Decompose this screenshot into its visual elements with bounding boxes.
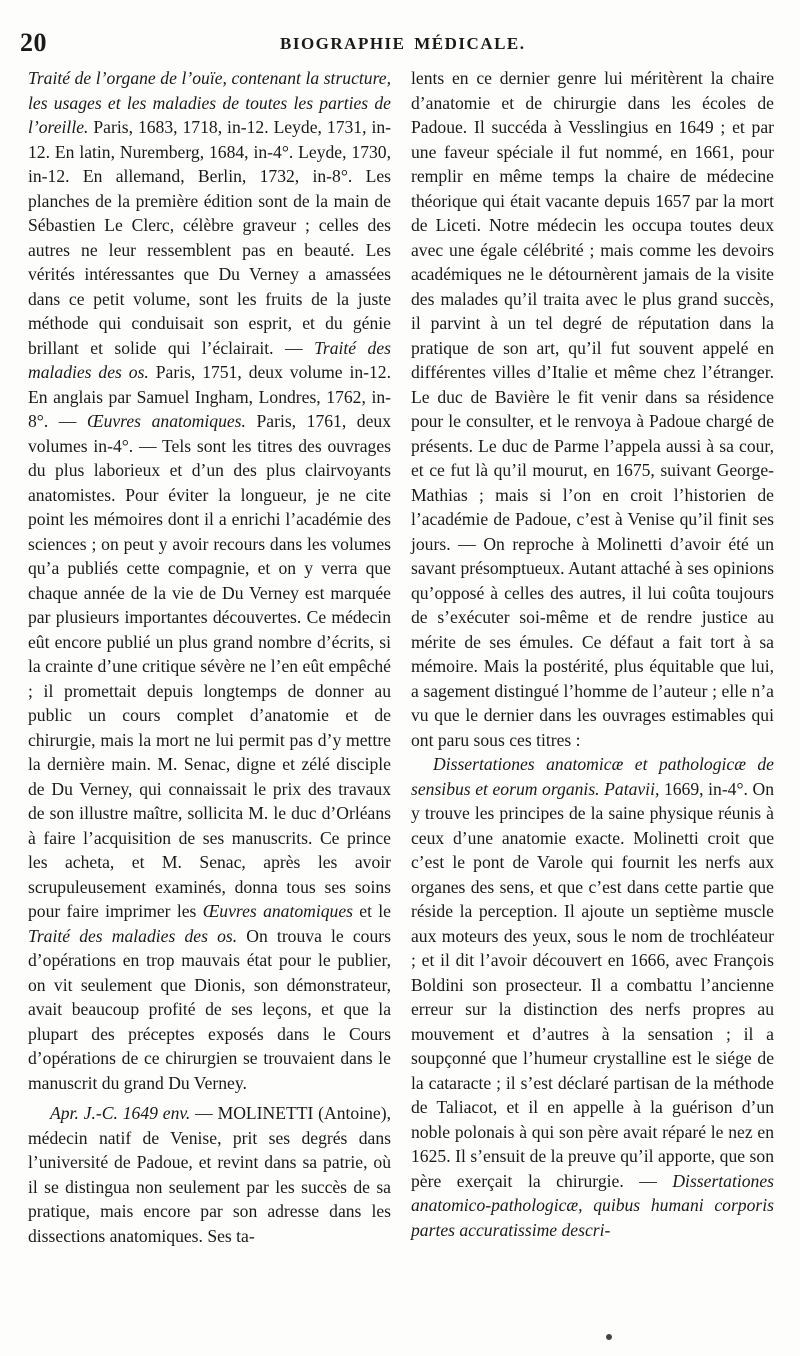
paragraph-text: lents en ce dernier genre lui méritèrent la chaire d’anatomie et de chirurgie dans les écoles de Padoue. Il succéda à Vesslingius en 1649 ; et par une faveur spéciale il fut nommé, en 1661, pour remplir en même temps la chaire de médecine théorique qui était vacante depuis 1657 par la mort de Liceti. Notre médecin les occupa toutes deux avec une égale célébrité ; mais comme les devoirs académiques ne le détournèrent jamais de la visite des malades qu’il traita avec le plus grand succès, il parvint à un tel degré de réputation dans la pratique de son art, qu’il fut souvent appelé en différentes villes d’Italie et même chez l’étranger. Le duc de Bavière le fit venir dans sa résidence pour le consulter, et le renvoya à Padoue chargé de présents. Le duc de Parme l’appela aussi à sa cour, et ce fut là qu’il mourut, en 1675, suivant George-Mathias ; mais si l’on en croit l’historien de l’académie de Padoue, c’est à Venise qu’il finit ses jours. — On reproche à Molinetti d’avoir été un savant présomptueux. Autant attaché à ses opinions qu’opposé à celles des autres, il lui coûta toujours de s’exécuter soi-même et de rendre justice au mérite de ses émules. Ce défaut a fait tort à sa mémoire. Mais la postérité, plus équitable que lui, a sagement distingué l’homme de l’auteur ; elle n’a vu que le dernier dans les ouvrages estimables qui ont paru sous ces titres : — [411, 68, 774, 750]
ink-speck — [606, 1334, 612, 1340]
page-number: 20 — [20, 28, 47, 57]
work-title: Dissertationes anatomico-pathologicæ, quibus humani corporis partes accuratissime descri- — [411, 1170, 774, 1240]
paragraph-text: — MOLINETTI (Antoine), médecin natif de Venise, prit ses degrés dans l’université de Padoue, et revint dans sa patrie, où il se distingua non seulement par les succès de sa pratique, mais encore par son adresse dans les dissections anatomiques. Ses ta- — [28, 1103, 391, 1246]
entry-dates: Apr. J.-C. 1649 env. — [50, 1103, 191, 1123]
paragraph-text: Paris, 1683, 1718, in-12. Leyde, 1731, in-12. En latin, Nuremberg, 1684, in-4°. Leyde, 1730, in-12. En allemand, Berlin, 1732, in-8°. Les planches de la première édition sont de la main de Sébastien Le Clerc, célèbre graveur ; celles des autres ne leur ressemblent pas en beauté. Les vérités intéressantes que Du Verney a amassées dans ce petit volume, sont les fruits de la juste méthode qui conduisait son esprit, et du génie brillant et solide qui l’éclairait. — — [28, 117, 391, 358]
running-head — [20, 28, 772, 60]
paragraph-molinetti-entry — [28, 1101, 391, 1248]
work-title: Dissertationes anatomicæ et pathologicæ de sensibus et eorum organis. Patavii, — [411, 754, 774, 799]
paragraph-text: On trouva le cours d’opérations en trop mauvais état pour le publier, on vit seulement que Dionis, son démonstrateur, avait beaucoup profité de ses leçons, et que la plupart des préceptes exposés dans le Cours d’opérations de ce chirurgien se trouvaient dans le manuscrit du grand Du Verney. — [28, 925, 391, 1093]
paragraph-du-verney-works — [28, 66, 391, 1095]
paragraph-text: et le — [352, 901, 391, 921]
paragraph-text: Paris, 1751, deux volume in-12. En anglais par Samuel Ingham, Londres, 1762, in-8°. — — [28, 362, 391, 431]
paragraph-text: Paris, 1761, deux volumes in-4°. — Tels sont les titres des ouvrages du plus laborieux et d’un des plus clairvoyants anatomistes. Pour éviter la longueur, je ne cite point les mémoires dont il a enrichi l’académie des sciences ; on peut y avoir recours dans les volumes qu’a publiés cette compagnie, et on y verra que chaque année de la vie de Du Verney est marquée par plusieurs importantes découvertes. Ce médecin eût encore publié un plus grand nombre d’écrits, si la crainte d’une critique sévère ne l’en eût empêché ; il promettait depuis longtemps de donner au public un cours complet d’anatomie et de chirurgie, mais la mort ne lui permit pas d’y mettre la dernière main. M. Senac, digne et zélé disciple de Du Verney, qui connaissait le prix des travaux de son illustre maître, sollicita M. le duc d’Orléans à faire l’acquisition de ses manuscrits. Ce prince les acheta, et M. Senac, après les avoir scrupuleusement examinés, donna tous ses soins pour faire imprimer les — [28, 411, 391, 921]
work-title: Œuvres anatomiques — [202, 901, 353, 921]
left-column — [28, 66, 391, 1248]
paragraph-molinetti-works — [411, 752, 774, 1242]
right-column — [411, 66, 774, 1248]
work-title: Traité des maladies des os. — [28, 337, 391, 382]
running-title: BIOGRAPHIE MÉDICALE. — [280, 34, 526, 53]
text-columns — [28, 66, 774, 1248]
paragraph-molinetti-career — [411, 66, 774, 752]
paragraph-text: 1669, in-4°. On y trouve les principes de la saine physique réunis à ceux d’une anatomie exacte. Molinetti croit que c’est le pont de Varole qui fournit les nerfs aux organes des sens, et que c’est dans cette partie que réside la perception. Il ajoute un septième muscle aux moteurs des yeux, sous le nom de trochléateur ; et il dit l’avoir découvert en 1666, avec François Boldini son prosecteur. Il a combattu l’ancienne erreur sur la distinction des nerfs propres au mouvement et d’autres à la sensation ; il a soupçonné que l’humeur crystalline est le siége de la cataracte ; il s’est déclaré partisan de la méthode de Taliacot, et il en appelle à la guérison d’un noble polonais à qui son père avait réparé le nez en 1625. Il s’ensuit de la preuve qu’il apporte, que son père exerçait la chirurgie. — — [411, 778, 775, 1191]
work-title: Œuvres anatomiques. — [86, 411, 246, 431]
work-title: Traité de l’organe de l’ouïe, contenant la structure, les usages et les maladies de toutes les parties de l’oreille. — [28, 68, 391, 137]
work-title: Traité des maladies des os. — [28, 925, 238, 946]
